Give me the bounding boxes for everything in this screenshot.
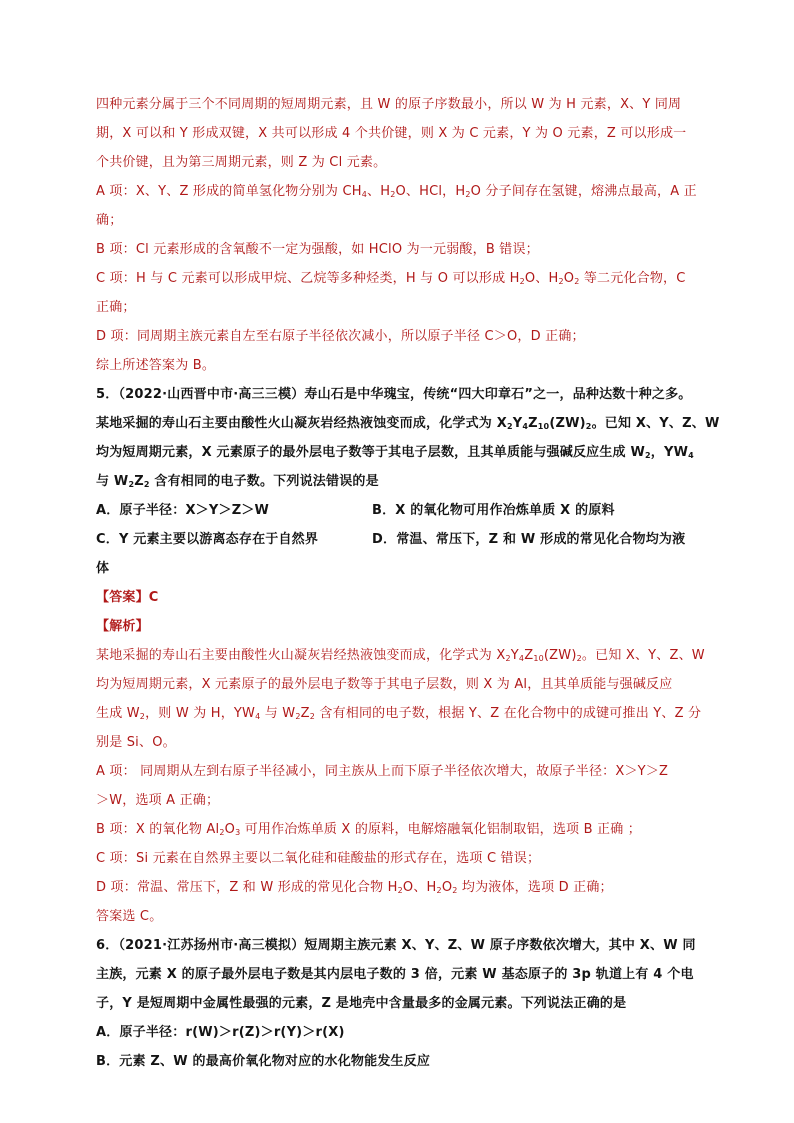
option-b: B．X 的氧化物可用作冶炼单质 X 的原料: [372, 503, 615, 518]
solution-line: 生成 $W_2$，则 W 为 H，$YW_4$ 与 $W_2Z_2$ 含有相同的电子数，根据 Y、Z 在化合物中的成键可推出 Y、Z 分: [96, 706, 702, 721]
solution-option-c-line: C 项：Si 元素在自然界主要以二氧化硅和硅酸盐的形式存在，选项 C 错误；: [96, 851, 541, 866]
solution-option-b-line: B 项：X 的氧化物 $Al_2O_3$ 可用作冶炼单质 X 的原料，电解熔融氧化铝制取铝，选项 B 正确 ；: [96, 822, 641, 837]
answer-label: 【答案】C: [96, 590, 159, 605]
solution-summary: 答案选 C。: [96, 909, 163, 924]
option-a: A．原子半径：r(W)＞r(Z)＞r(Y)＞r(X): [96, 1025, 345, 1040]
solution-option-a-line: A 项：X、Y、Z 形成的简单氢化物分别为 $CH_4$、$H_2O$、HCl，$H_2O$ 分子间存在氢键，熔沸点最高，A 正: [96, 184, 697, 199]
question-5-stem: 某地采掘的寿山石主要由酸性火山凝灰岩经热液蚀变而成，化学式为 $X_2Y_4Z_{10}(ZW)_2$。已知 X、Y、Z、W: [96, 416, 720, 431]
solution-option-b-line: B 项：Cl 元素形成的含氧酸不一定为强酸，如 HClO 为一元弱酸，B 错误；: [96, 242, 539, 257]
solution-option-d-line: D 项：同周期主族元素自左至右原子半径依次减小，所以原子半径 C＞O，D 正确；: [96, 329, 585, 344]
option-d: D．常温、常压下，Z 和 W 形成的常见化合物均为液: [372, 532, 686, 547]
solution-option-a-line: 确；: [96, 213, 123, 228]
solution-line: 期，X 可以和 Y 形成双键，X 共可以形成 4 个共价键，则 X 为 C 元素，Y 为 O 元素，Z 可以形成一: [96, 126, 687, 141]
solution-option-a-line: A 项： 同周期从左到右原子半径减小，同主族从上而下原子半径依次增大，故原子半径：X＞Y＞Z: [96, 764, 669, 779]
solution-line: 别是 Si、O。: [96, 735, 176, 750]
question-6-stem: 主族，元素 X 的原子最外层电子数是其内层电子数的 3 倍，元素 W 基态原子的 3p 轨道上有 4 个电: [96, 967, 694, 982]
question-5-options-row: [96, 525, 706, 554]
solution-summary: 综上所述答案为 B。: [96, 358, 216, 373]
question-5-stem: 5．（2022·山西晋中市·高三三模）寿山石是中华瑰宝，传统“四大印章石”之一，品种达数十种之多。: [96, 387, 692, 402]
question-6-stem: 6．（2021·江苏扬州市·高三模拟）短周期主族元素 X、Y、Z、W 原子序数依次增大，其中 X、W 同: [96, 938, 696, 953]
page-content: [96, 90, 720, 1076]
option-b: B．元素 Z、W 的最高价氧化物对应的水化物能发生反应: [96, 1054, 431, 1069]
option-c: C．Y 元素主要以游离态存在于自然界: [96, 532, 319, 547]
question-5-stem: 均为短周期元素，X 元素原子的最外层电子数等于其电子层数，且其单质能与强碱反应生成 $W_2$，$YW_4$: [96, 445, 694, 460]
solution-option-d-line: D 项：常温、常压下，Z 和 W 形成的常见化合物 $H_2O$、$H_2O_2$ 均为液体，选项 D 正确；: [96, 880, 613, 895]
question-5-options-row: [96, 496, 706, 525]
solution-line: 四种元素分属于三个不同周期的短周期元素，且 W 的原子序数最小，所以 W 为 H 元素，X、Y 同周: [96, 97, 682, 112]
option-a: A．原子半径：X＞Y＞Z＞W: [96, 503, 270, 518]
solution-option-c-line: C 项：H 与 C 元素可以形成甲烷、乙烷等多种烃类，H 与 O 可以形成 $H_2O$、$H_2O_2$ 等二元化合物，C: [96, 271, 686, 286]
option-d-continued: 体: [96, 561, 110, 576]
solution-option-c-line: 正确；: [96, 300, 136, 315]
solution-line: 某地采掘的寿山石主要由酸性火山凝灰岩经热液蚀变而成，化学式为 $X_2Y_4Z_{10}(ZW)_2$。已知 X、Y、Z、W: [96, 648, 705, 663]
solution-option-a-line: ＞W，选项 A 正确；: [96, 793, 220, 808]
solution-line: 均为短周期元素，X 元素原子的最外层电子数等于其电子层数，则 X 为 Al，且其单质能与强碱反应: [96, 677, 673, 692]
question-6-stem: 子，Y 是短周期中金属性最强的元素，Z 是地壳中含量最多的金属元素。下列说法正确的是: [96, 996, 627, 1011]
solution-line: 个共价键，且为第三周期元素，则 Z 为 Cl 元素。: [96, 155, 387, 170]
question-5-stem: 与 $W_2Z_2$ 含有相同的电子数。下列说法错误的是: [96, 474, 379, 489]
analysis-label: 【解析】: [96, 619, 149, 634]
